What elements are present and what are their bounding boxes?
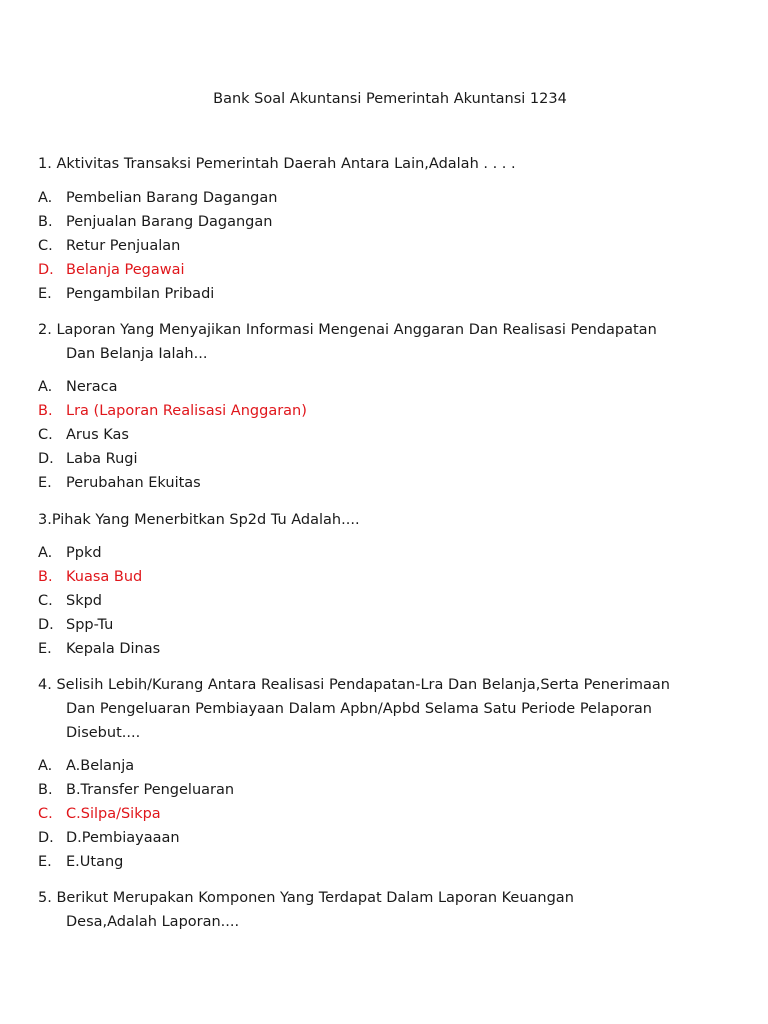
option-text: B.Transfer Pengeluaran (66, 782, 235, 798)
option-letter: C. (38, 806, 53, 822)
option-letter: A. (38, 758, 53, 774)
question-2-option-a (38, 376, 718, 398)
question-5 (38, 886, 728, 934)
option-letter: B. (38, 403, 53, 419)
question-3-option-a (38, 542, 718, 564)
option-text: Spp-Tu (66, 617, 114, 633)
option-text: Kuasa Bud (66, 569, 143, 585)
question-2-option-c (38, 424, 718, 446)
option-text: Lra (Laporan Realisasi Anggaran) (66, 403, 307, 419)
question-1-line-1: 1. Aktivitas Transaksi Pemerintah Daerah Antara Lain,Adalah . . . . (38, 156, 516, 172)
option-letter: C. (38, 427, 53, 443)
question-4-line-3: Disebut.... (66, 725, 141, 741)
question-3-option-d (38, 614, 718, 636)
option-letter: A. (38, 190, 53, 206)
question-4-option-d (38, 827, 718, 849)
question-1-option-b (38, 211, 718, 233)
option-text: Pembelian Barang Dagangan (66, 190, 278, 206)
question-1-option-d-correct (38, 259, 718, 281)
option-letter: B. (38, 569, 53, 585)
option-letter: A. (38, 545, 53, 561)
question-3-option-b-correct (38, 566, 718, 588)
option-letter: B. (38, 782, 53, 798)
question-2-option-e (38, 472, 718, 494)
question-2-option-b-correct (38, 400, 718, 422)
option-text: Laba Rugi (66, 451, 138, 467)
option-text: D.Pembiayaaan (66, 830, 180, 846)
option-text: Retur Penjualan (66, 238, 181, 254)
question-4-option-a (38, 755, 718, 777)
option-text: Pengambilan Pribadi (66, 286, 215, 302)
question-4-option-e (38, 851, 718, 873)
question-4-line-2: Dan Pengeluaran Pembiayaan Dalam Apbn/Apbd Selama Satu Periode Pelaporan (66, 701, 652, 717)
option-text: Arus Kas (66, 427, 129, 443)
option-letter: D. (38, 830, 54, 846)
option-text: Perubahan Ekuitas (66, 475, 201, 491)
question-2-line-2: Dan Belanja Ialah... (66, 346, 208, 362)
question-3-option-e (38, 638, 718, 660)
option-text: Skpd (66, 593, 103, 609)
option-letter: E. (38, 854, 52, 870)
option-letter: D. (38, 617, 54, 633)
option-text: Ppkd (66, 545, 102, 561)
question-4-option-c-correct (38, 803, 718, 825)
option-letter: E. (38, 641, 52, 657)
question-2-line-1: 2. Laporan Yang Menyajikan Informasi Mengenai Anggaran Dan Realisasi Pendapatan (38, 322, 657, 338)
option-letter: C. (38, 593, 53, 609)
question-4 (38, 673, 728, 745)
question-1-option-e (38, 283, 718, 305)
question-1-option-c (38, 235, 718, 257)
option-letter: E. (38, 475, 52, 491)
option-letter: A. (38, 379, 53, 395)
option-text: C.Silpa/Sikpa (66, 806, 161, 822)
question-1-option-a (38, 187, 718, 209)
question-2 (38, 318, 728, 366)
option-text: E.Utang (66, 854, 124, 870)
question-4-line-1: 4. Selisih Lebih/Kurang Antara Realisasi Pendapatan-Lra Dan Belanja,Serta Penerimaan (38, 677, 670, 693)
option-text: A.Belanja (66, 758, 135, 774)
option-text: Kepala Dinas (66, 641, 161, 657)
question-5-line-2: Desa,Adalah Laporan.... (66, 914, 240, 930)
question-3-option-c (38, 590, 718, 612)
option-text: Neraca (66, 379, 118, 395)
option-letter: C. (38, 238, 53, 254)
option-letter: E. (38, 286, 52, 302)
question-4-option-b (38, 779, 718, 801)
question-3 (38, 508, 728, 532)
option-letter: B. (38, 214, 53, 230)
question-3-line-1: 3.Pihak Yang Menerbitkan Sp2d Tu Adalah.... (38, 512, 360, 528)
option-text: Belanja Pegawai (66, 262, 185, 278)
question-2-option-d (38, 448, 718, 470)
document-title: Bank Soal Akuntansi Pemerintah Akuntansi 1234 (213, 91, 567, 107)
option-letter: D. (38, 451, 54, 467)
question-5-line-1: 5. Berikut Merupakan Komponen Yang Terdapat Dalam Laporan Keuangan (38, 890, 574, 906)
option-text: Penjualan Barang Dagangan (66, 214, 273, 230)
option-letter: D. (38, 262, 54, 278)
question-1 (38, 152, 728, 176)
